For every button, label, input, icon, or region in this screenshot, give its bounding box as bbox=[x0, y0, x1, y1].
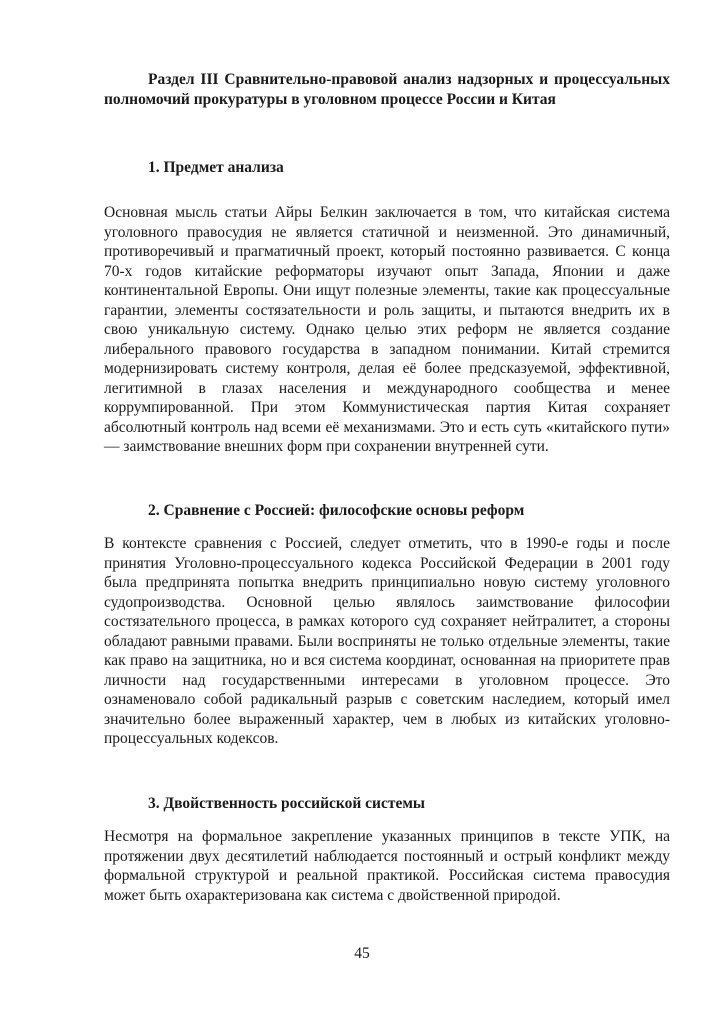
section-1-paragraph: Основная мысль статьи Айры Белкин заключается в том, что китайская система уголовного правосудия не является статичной и неизменной. Это динамичный, противоречивый и прагматичный проект, который постоянно развивается. С конца 70-х годов китайские реформаторы изучают опыт Запада, Японии и даже континентальной Европы. Они ищут полезные элементы, такие как процессуальные гарантии, элементы состязательности и роль защиты, и пытаются внедрить их в свою уникальную систему. Однако целью этих реформ не является создание либерального правового государства в западном понимании. Китай стремится модернизировать систему контроля, делая её более предсказуемой, эффективной, легитимной в глазах населения и международного сообщества и менее коррумпированной. При этом Коммунистическая партия Китая сохраняет абсолютный контроль над всеми её механизмами. Это и есть суть «китайского пути» — заимствование внешних форм при сохранении внутренней сути. bbox=[104, 204, 670, 455]
section-1-title: 1. Предмет анализа bbox=[148, 159, 284, 176]
section-2-paragraph: В контексте сравнения с Россией, следует отметить, что в 1990-е годы и после принятия Уголовно-процессуального кодекса Российской Федерации в 2001 году была предпринята попытка внедрить принципиально новую систему уголовного судопроизводства. Основной целью являлось заимствование философии состязательного процесса, в рамках которого суд сохраняет нейтралитет, а стороны обладают равными правами. Были восприняты не только отдельные элементы, такие как право на защитника, но и вся система координат, основанная на приоритете прав личности над государственными интересами в уголовном процессе. Это ознаменовало собой радикальный разрыв с советским наследием, который имел значительно более выраженный характер, чем в любых из китайских уголовно-процессуальных кодексов. bbox=[104, 535, 670, 747]
part-heading: Раздел III Сравнительно-правовой анализ надзорных и процессуальных полномочий прокуратуры в уголовном процессе России и Китая bbox=[104, 71, 670, 108]
section-3-title: 3. Двойственность российской системы bbox=[148, 795, 426, 812]
section-2-title: 2. Сравнение с Россией: философские основы реформ bbox=[148, 502, 525, 519]
section-3-paragraph: Несмотря на формальное закрепление указанных принципов в тексте УПК, на протяжении двух десятилетий наблюдается постоянный и острый конфликт между формальной структурой и реальной практикой. Российская система правосудия может быть охарактеризована как система с двойственной природой. bbox=[104, 828, 670, 904]
page-number: 45 bbox=[354, 945, 370, 962]
